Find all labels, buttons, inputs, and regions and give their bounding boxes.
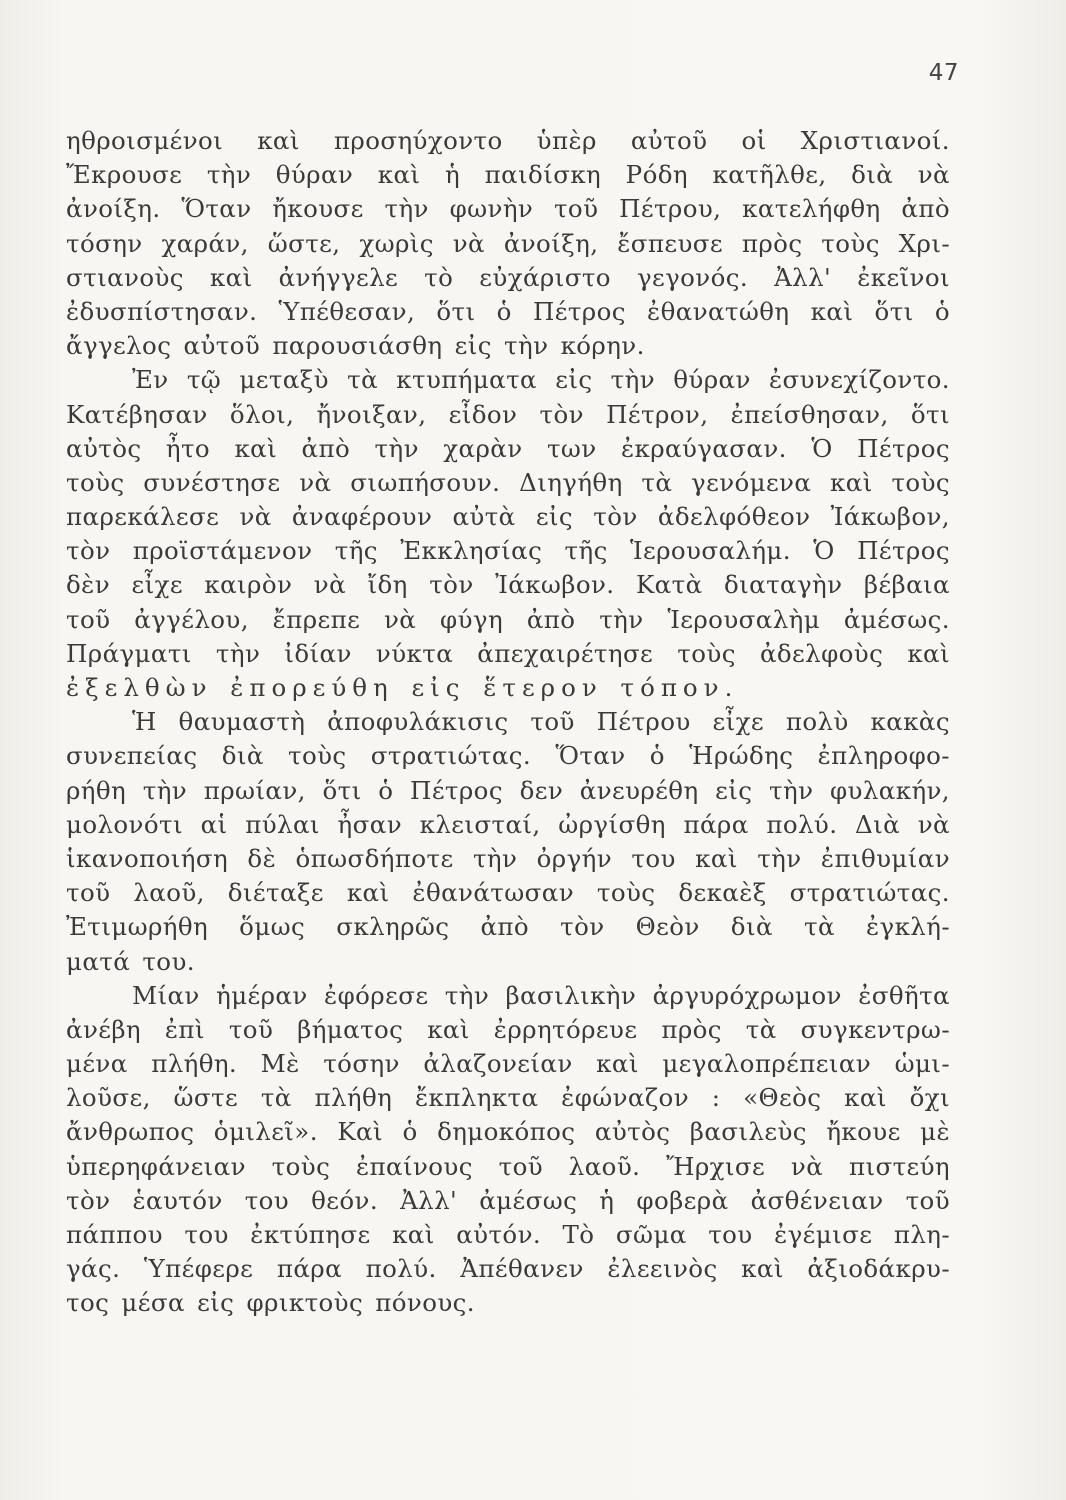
text-line: Κατέβησαν ὅλοι, ἤνοιξαν, εἶδον τὸν Πέτρον, ἐπείσθησαν, ὅτι: [66, 399, 950, 429]
text-line: ηθροισμένοι καὶ προσηύχοντο ὑπὲρ αὐτοῦ οἱ Χριστιανοί.: [66, 126, 950, 155]
text-line: πάππου του ἐκτύπησε καὶ αὐτόν. Τὸ σῶμα του ἐγέμισε πλη-: [66, 1220, 950, 1249]
text-line: παρεκάλεσε νὰ ἀναφέρουν αὐτὰ εἰς τὸν ἀδελφόθεον Ἰάκωβον,: [66, 502, 950, 532]
text-line: δὲν εἶχε καιρὸν νὰ ἴδη τὸν Ἰάκωβον. Κατὰ διαταγὴν βέβαια: [66, 570, 950, 600]
text-line: τοῦ λαοῦ, διέταξε καὶ ἐθανάτωσαν τοὺς δεκαὲξ στρατιώτας.: [66, 878, 950, 908]
text-line: τος μέσα εἰς φρικτοὺς πόνους.: [66, 1288, 475, 1318]
text-line: μολονότι αἱ πύλαι ἦσαν κλεισταί, ὠργίσθη πάρα πολύ. Διὰ νὰ: [66, 809, 950, 839]
text-line: γάς. Ὑπέφερε πάρα πολύ. Ἀπέθανεν ἐλεεινὸς καὶ ἀξιοδάκρυ-: [66, 1254, 950, 1284]
text-line: συνεπείας διὰ τοὺς στρατιώτας. Ὅταν ὁ Ἡρώδης ἐπληροφο-: [66, 741, 950, 771]
text-line: ματά του.: [66, 946, 195, 976]
paragraph-first-line: Μίαν ἡμέραν ἐφόρεσε τὴν βασιλικὴν ἀργυρόχρωμον ἐσθῆτα: [132, 980, 950, 1010]
text-line: ἀνοίξη. Ὅταν ἤκουσε τὴν φωνὴν τοῦ Πέτρου, κατελήφθη ἀπὸ: [66, 194, 950, 224]
text-line: ἐδυσπίστησαν. Ὑπέθεσαν, ὅτι ὁ Πέτρος ἐθανατώθη καὶ ὅτι ὁ: [66, 296, 950, 326]
paragraph-first-line: Ἐν τῷ μεταξὺ τὰ κτυπήματα εἰς τὴν θύραν ἐσυνεχίζοντο.: [132, 365, 950, 395]
text-line: Πράγματι τὴν ἰδίαν νύκτα ἀπεχαιρέτησε τοὺς ἀδελφοὺς καὶ: [66, 638, 950, 668]
paragraph-first-line: Ἡ θαυμαστὴ ἀποφυλάκισις τοῦ Πέτρου εἶχε πολὺ κακὰς: [132, 707, 950, 737]
text-line: ὑπερηφάνειαν τοὺς ἐπαίνους τοῦ λαοῦ. Ἤρχισε νὰ πιστεύη: [66, 1151, 950, 1181]
text-line: τὸν προϊστάμενον τῆς Ἐκκλησίας τῆς Ἱερουσαλήμ. Ὁ Πέτρος: [66, 536, 950, 566]
text-line: στιανοὺς καὶ ἀνήγγελε τὸ εὐχάριστο γεγονός. Ἀλλ' ἐκεῖνοι: [66, 262, 950, 292]
text-line: Ἐτιμωρήθη ὅμως σκληρῶς ἀπὸ τὸν Θεὸν διὰ τὰ ἐγκλή-: [66, 912, 950, 942]
text-line: ρήθη τὴν πρωίαν, ὅτι ὁ Πέτρος δεν ἀνευρέθη εἰς τὴν φυλακήν,: [66, 775, 950, 805]
text-line: τοὺς συνέστησε νὰ σιωπήσουν. Διηγήθη τὰ γενόμενα καὶ τοὺς: [66, 467, 950, 497]
text-line: τοῦ ἀγγέλου, ἔπρεπε νὰ φύγη ἀπὸ τὴν Ἱερουσαλὴμ ἀμέσως.: [66, 604, 950, 634]
text-line: ἐξελθὼν ἐπορεύθη εἰς ἕτερον τόπον.: [66, 673, 739, 702]
text-line: Ἔκρουσε τὴν θύραν καὶ ἡ παιδίσκη Ρόδη κατῆλθε, διὰ νὰ: [66, 160, 950, 190]
text-body: [66, 124, 950, 1321]
text-line: τὸν ἑαυτόν του θεόν. Ἀλλ' ἀμέσως ἡ φοβερὰ ἀσθένειαν τοῦ: [66, 1185, 950, 1215]
text-line: ἱκανοποιήση δὲ ὁπωσδήποτε τὴν ὀργήν του καὶ τὴν ἐπιθυμίαν: [66, 843, 950, 873]
text-line: ἄγγελος αὐτοῦ παρουσιάσθη εἰς τὴν κόρην.: [66, 331, 645, 361]
text-line: μένα πλήθη. Μὲ τόσην ἀλαζονείαν καὶ μεγαλοπρέπειαν ὡμι-: [66, 1049, 950, 1079]
text-line: τόσην χαράν, ὥστε, χωρὶς νὰ ἀνοίξη, ἔσπευσε πρὸς τοὺς Χρι-: [66, 228, 950, 258]
page-number: 47: [928, 60, 959, 86]
text-line: αὐτὸς ἦτο καὶ ἀπὸ τὴν χαρὰν των ἐκραύγασαν. Ὁ Πέτρος: [66, 433, 950, 463]
text-line: λοῦσε, ὥστε τὰ πλήθη ἔκπληκτα ἐφώναζον : «Θεὸς καὶ ὄχι: [66, 1083, 950, 1113]
text-line: ἀνέβη ἐπὶ τοῦ βήματος καὶ ἐρρητόρευε πρὸς τὰ συγκεντρω-: [66, 1014, 950, 1044]
text-line: ἄνθρωπος ὁμιλεῖ». Καὶ ὁ δημοκόπος αὐτὸς βασιλεὺς ἤκουε μὲ: [66, 1117, 950, 1147]
